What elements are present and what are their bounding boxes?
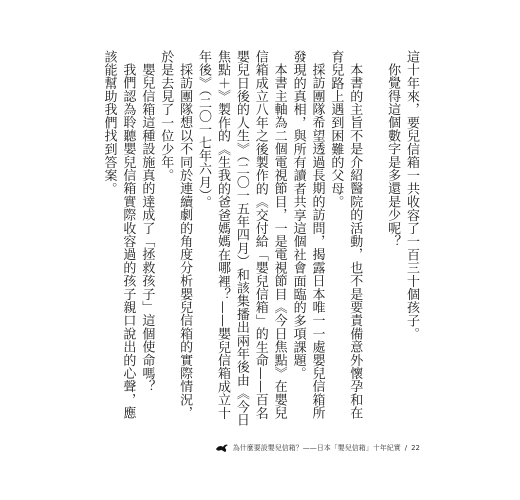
paragraph: 採訪團隊希望透過長期的訪問，揭露日本唯一一處嬰兒信箱所發現的真相，與所有讀者共享這個社會面臨的多項課題。: [290, 50, 325, 420]
paragraph: 本書的主旨不是介紹醫院的活動，也不是要責備意外懷孕和在育兒路上遇到困難的父母。: [328, 50, 363, 420]
paragraph: 採訪團隊想以不同於連續劇的角度分析嬰兒信箱的實際情況，於是去見了一位少年。: [158, 50, 193, 420]
paragraph: 本書主軸為二個電視節目，一是電視節目《今日焦點》在嬰兒信箱成立八年之後製作的《交付給「嬰兒信箱」的生命——百名嬰兒日後的人生》（二〇一五年四月）和該集播出兩年後由《今日焦點＋》製作的《生我的爸爸媽媽在哪裡？——嬰兒信箱成立十年後》（二〇一七年六月）。: [196, 50, 287, 427]
page-number: 22: [411, 444, 420, 452]
paragraph: 我們認為聆聽嬰兒信箱實際收容過的孩子親口說出的心聲，應該能幫助我們找到答案。: [101, 50, 136, 420]
paragraph: 這十年來，要兒信箱一共收容了一百三十個孩子。: [404, 50, 419, 341]
footer-separator: /: [404, 444, 408, 452]
paragraph: 嬰兒信箱這種設施真的達成了「拯救孩子」這個使命嗎？: [139, 63, 155, 393]
vertical-text-body: [100, 50, 420, 430]
paragraph-gap: [363, 50, 382, 430]
paragraph: 你覺得這個數字是多還是少呢？: [385, 63, 401, 248]
running-head: 為什麼要設嬰兒信箱？——日本「嬰兒信箱」十年紀實: [232, 444, 401, 452]
page-footer: [215, 443, 420, 453]
bird-logo-icon: [215, 443, 229, 453]
